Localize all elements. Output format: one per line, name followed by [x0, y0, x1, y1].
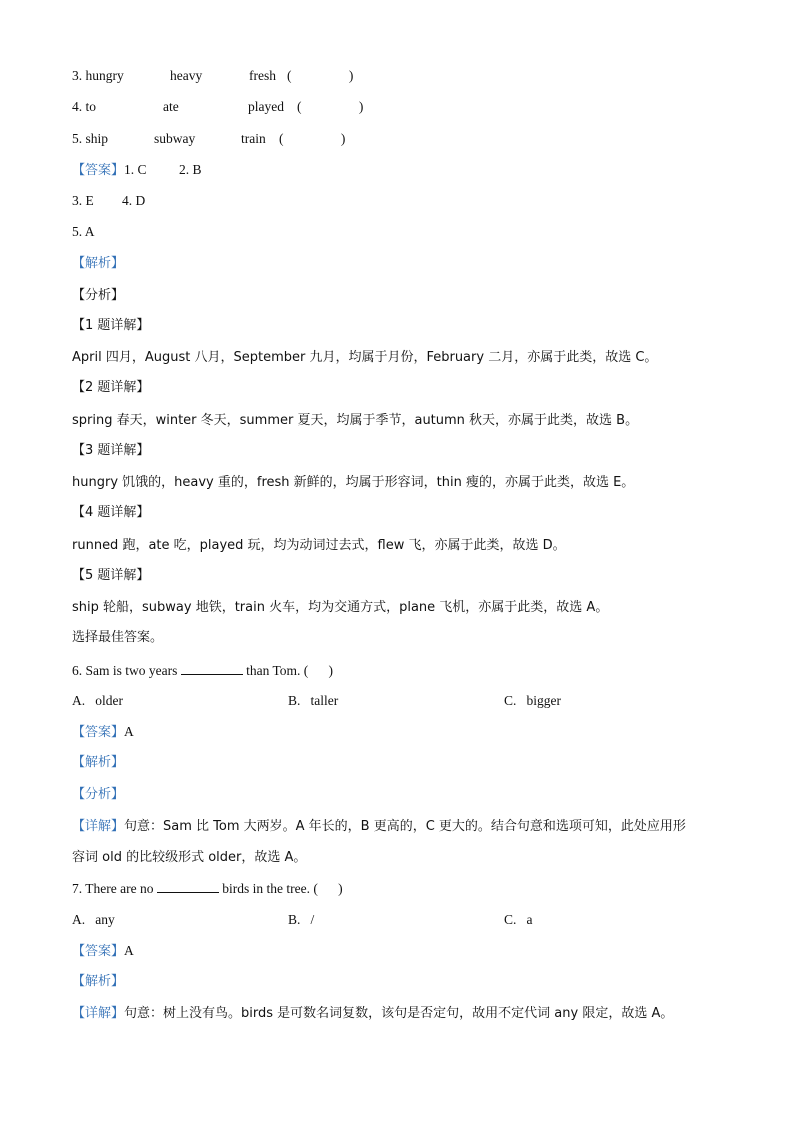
detail-4-text: runned 跑，ate 吃，played 玩，均为动词过去式，flew 飞，亦属于此类，故选 D。	[72, 538, 566, 553]
q5-word-3: train	[241, 131, 266, 146]
q4-word-1: 4. to	[72, 99, 97, 114]
q6-stem-start: 6. Sam is two years	[72, 663, 181, 678]
answer-4: 4. D	[122, 193, 146, 208]
answer-3: 3. E	[72, 193, 94, 208]
q7-option-a: A. any	[72, 912, 115, 927]
q5-word-1: 5. ship	[72, 131, 109, 146]
q7-option-b: B. /	[288, 912, 315, 927]
q6-detail-line-2: 容词 old 的比较级形式 older，故选 A。	[72, 850, 307, 865]
q3-word-3: fresh	[249, 68, 276, 83]
q6-fenxi-tag: 【分析】	[72, 787, 125, 802]
q4-word-2: ate	[163, 99, 179, 114]
q7-blank	[157, 878, 219, 893]
q6-option-a: A. older	[72, 693, 123, 708]
q5-word-2: subway	[154, 131, 196, 146]
q6-detail-line-1: 【详解】句意：Sam 比 Tom 大两岁。A 年长的，B 更高的，C 更大的。结合句意和选项可知，此处应用形	[72, 819, 686, 834]
detail-1-tag: 【1 题详解】	[72, 318, 150, 333]
detail-2-tag: 【2 题详解】	[72, 380, 150, 395]
q4-word-3: played	[248, 99, 284, 114]
q6-option-b: B. taller	[288, 693, 339, 708]
answer-line-2	[72, 191, 146, 211]
q7-answer: 【答案】A	[72, 943, 134, 959]
analysis-tag-1: 【解析】	[72, 256, 125, 271]
answer-5: 5. A	[72, 224, 95, 239]
q7-analysis-tag: 【解析】	[72, 974, 125, 989]
detail-4-tag: 【4 题详解】	[72, 505, 150, 520]
detail-5-tag: 【5 题详解】	[72, 568, 150, 583]
q3-word-1: 3. hungry	[72, 68, 124, 83]
q7-option-c: C. a	[504, 912, 533, 927]
answer-line-1	[72, 160, 202, 180]
q6-option-c: C. bigger	[504, 693, 561, 708]
detail-3-tag: 【3 题详解】	[72, 443, 150, 458]
q6-answer: 【答案】A	[72, 724, 134, 740]
q7-detail-line: 【详解】句意：树上没有鸟。birds 是可数名词复数，该句是否定句，故用不定代词 any 限定，故选 A。	[72, 1006, 674, 1021]
answer-2: 2. B	[179, 162, 202, 177]
answer-1: 1. C	[124, 162, 147, 177]
q6-analysis-tag: 【解析】	[72, 755, 125, 770]
q5-answer-paren: ( )	[279, 131, 346, 146]
answer-line-3	[72, 222, 95, 242]
answer-tag: 【答案】	[72, 163, 125, 178]
q7-stem-end: birds in the tree. ( )	[218, 881, 343, 896]
detail-3-text: hungry 饥饿的，heavy 重的，fresh 新鲜的，均属于形容词，thin 瘦的，亦属于此类，故选 E。	[72, 475, 635, 490]
fenxi-tag-1: 【分析】	[72, 288, 125, 303]
q4-answer-paren: ( )	[297, 99, 364, 114]
question-7	[72, 878, 343, 898]
q6-blank	[181, 660, 243, 675]
detail-1-text: April 四月，August 八月，September 九月，均属于月份，February 二月，亦属于此类，故选 C。	[72, 350, 658, 365]
q3-answer-paren: ( )	[287, 68, 354, 83]
q7-stem-start: 7. There are no	[72, 881, 157, 896]
question-6	[72, 660, 333, 680]
q3-word-2: heavy	[170, 68, 203, 83]
section-instruction: 选择最佳答案。	[72, 630, 164, 645]
q6-stem-end: than Tom. ( )	[242, 663, 334, 678]
detail-5-text: ship 轮船，subway 地铁，train 火车，均为交通方式，plane 飞机，亦属于此类，故选 A。	[72, 600, 609, 615]
detail-2-text: spring 春天，winter 冬天，summer 夏天，均属于季节，autumn 秋天，亦属于此类，故选 B。	[72, 413, 639, 428]
